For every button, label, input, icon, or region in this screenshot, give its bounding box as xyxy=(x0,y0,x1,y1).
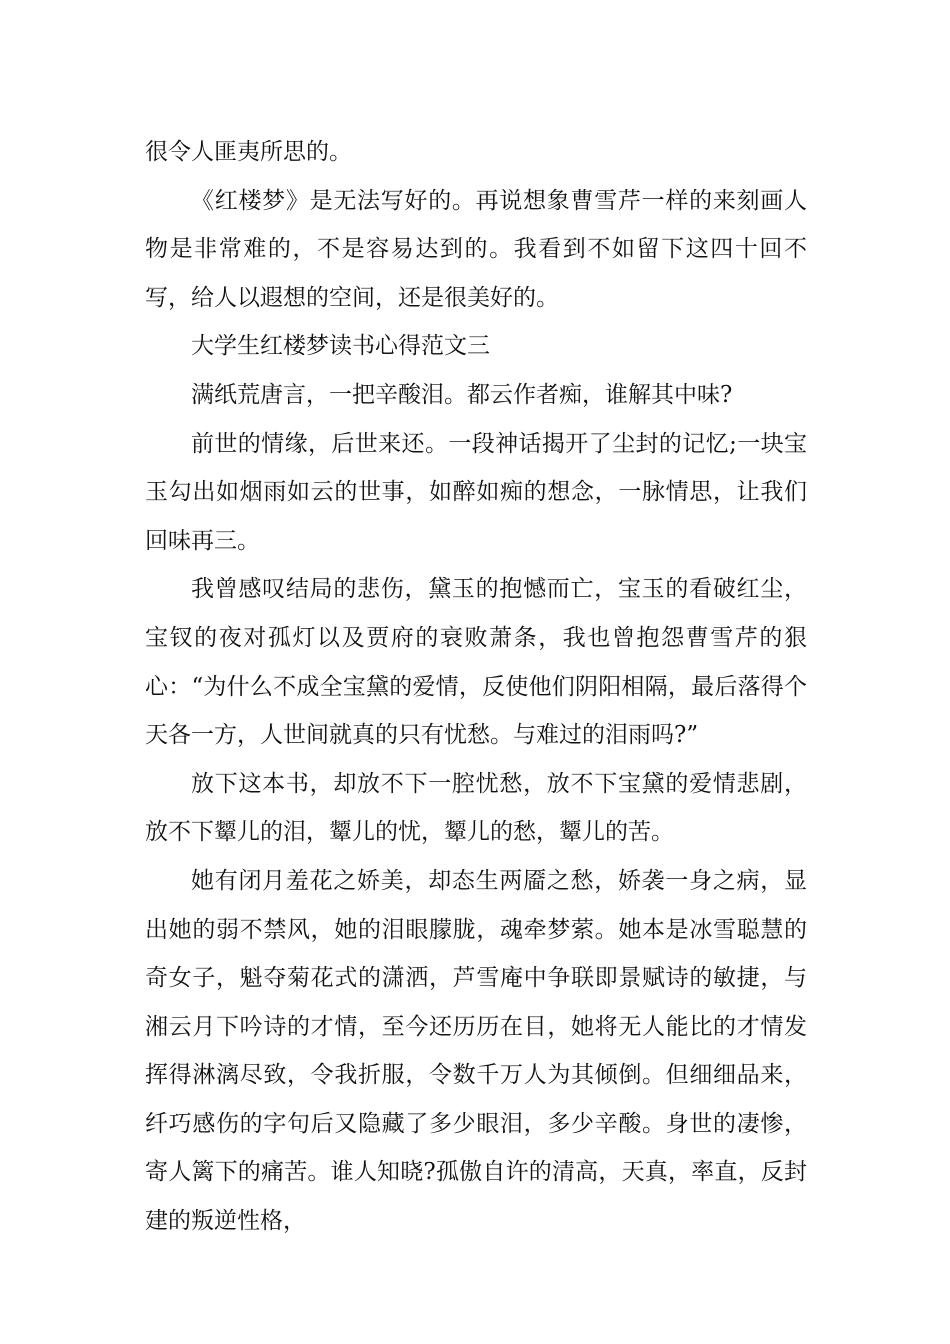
paragraph-4: 前世的情缘，后世来还。一段神话揭开了尘封的记忆;一块宝玉勾出如烟雨如云的世事，如醉如痴的想念，一脉情思，让我们回味再三。 xyxy=(145,430,807,554)
section-heading: 大学生红楼梦读书心得范文三 xyxy=(191,333,490,360)
paragraph-7: 她有闭月羞花之娇美，却态生两靥之愁，娇袭一身之病，显出她的弱不禁风，她的泪眼朦胧，魂牵梦萦。她本是冰雪聪慧的奇女子，魁夺菊花式的潇洒，芦雪庵中争联即景赋诗的敏捷，与湘云月下吟诗的才情，至今还历历在目，她将无人能比的才情发挥得淋漓尽致，令我折服，令数千万人为其倾倒。但细细品来，纤巧感伤的字句后又隐藏了多少眼泪，多少辛酸。身世的凄惨，寄人篱下的痛苦。谁人知晓?孤傲自许的清高，天真，率直，反封建的叛逆性格， xyxy=(145,867,807,1235)
body-text xyxy=(145,128,807,1246)
paragraph-3: 满纸荒唐言，一把辛酸泪。都云作者痴，谁解其中味? xyxy=(191,381,733,408)
paragraph-2: 《红楼梦》是无法写好的。再说想象曹雪芹一样的来刻画人物是非常难的，不是容易达到的。我看到不如留下这四十回不写，给人以遐想的空间，还是很美好的。 xyxy=(145,187,807,311)
paragraph-1: 很令人匪夷所思的。 xyxy=(145,139,352,165)
paragraph-6: 放下这本书，却放不下一腔忧愁，放不下宝黛的爱情悲剧，放不下颦儿的泪，颦儿的忧，颦儿的愁，颦儿的苦。 xyxy=(145,770,807,846)
paragraph-5: 我曾感叹结局的悲伤，黛玉的抱憾而亡，宝玉的看破红尘，宝钗的夜对孤灯以及贾府的衰败萧条，我也曾抱怨曹雪芹的狠心：“为什么不成全宝黛的爱情，反使他们阴阳相隔，最后落得个天各一方，人世间就真的只有忧愁。与难过的泪雨吗?” xyxy=(145,576,807,749)
